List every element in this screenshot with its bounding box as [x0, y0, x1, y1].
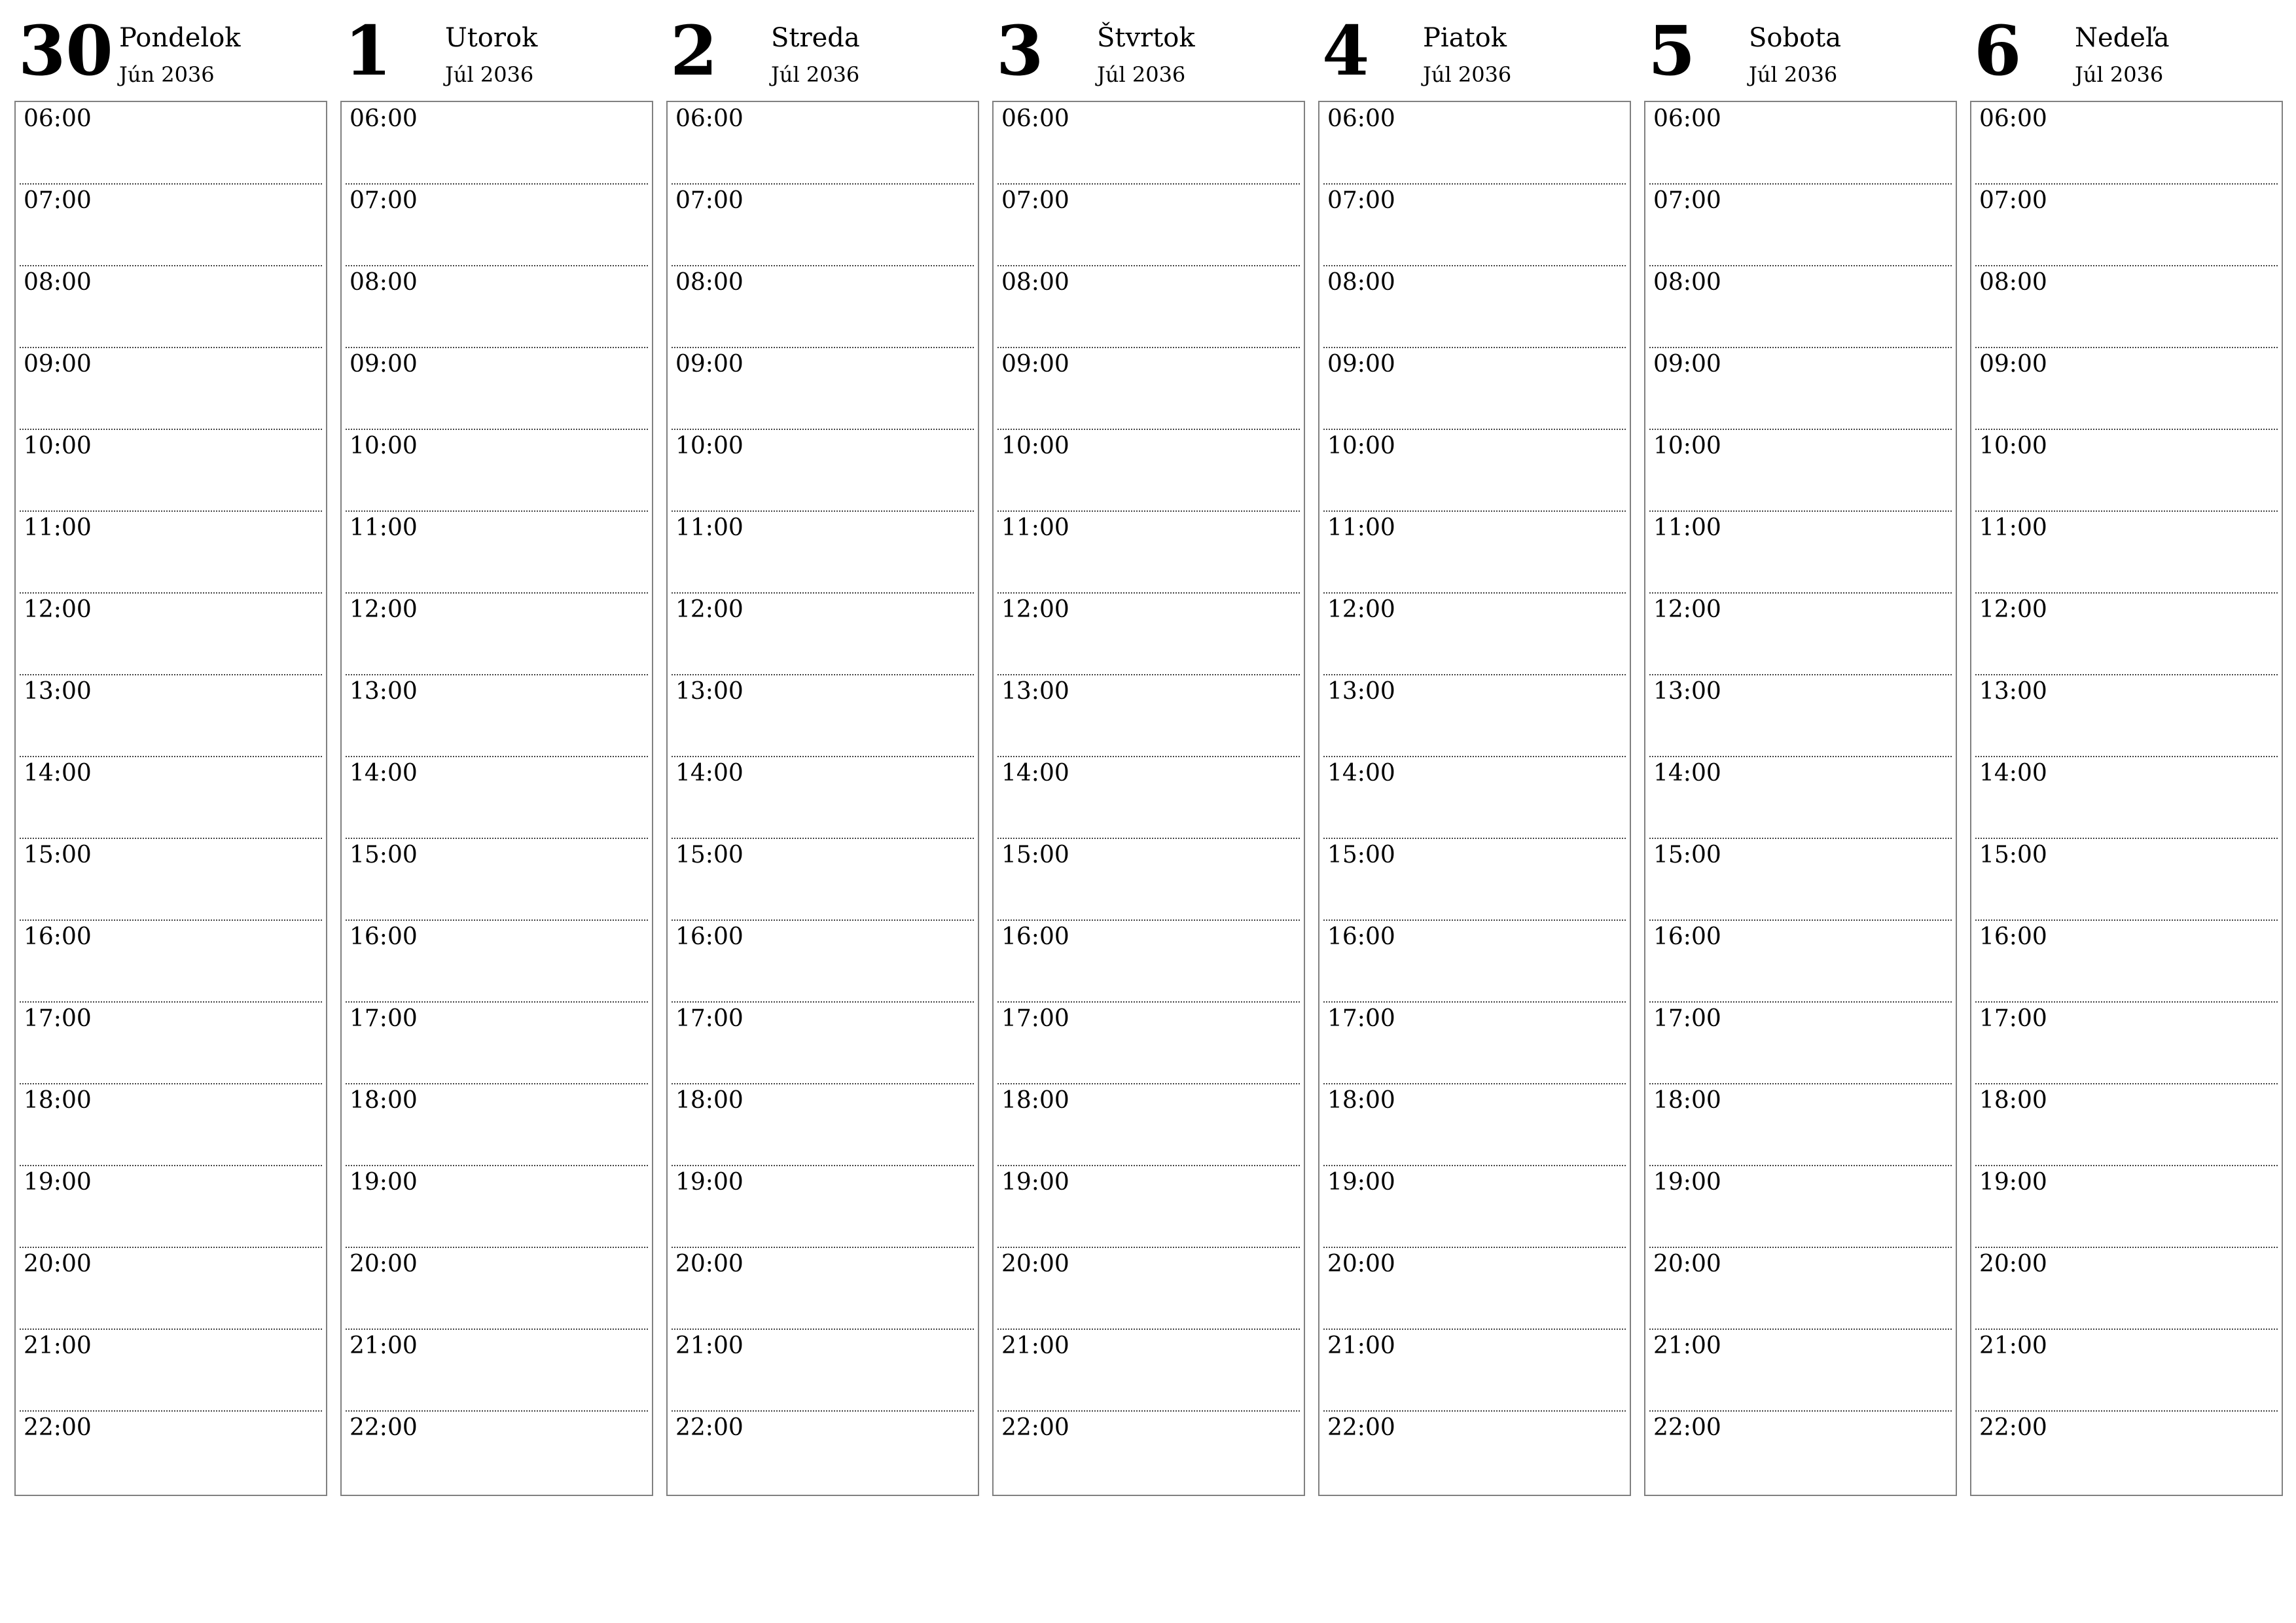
day-column: [14, 0, 327, 1505]
hour-slot[interactable]: [1645, 593, 1956, 675]
hour-slot[interactable]: [16, 1247, 326, 1329]
day-month: Júl 2036: [2075, 62, 2164, 87]
hour-label: 10:00: [350, 433, 418, 459]
hour-slot[interactable]: [994, 1247, 1304, 1329]
hour-slot[interactable]: [1971, 838, 2282, 920]
hour-label: 21:00: [350, 1332, 418, 1359]
hour-slot[interactable]: [342, 838, 652, 920]
hour-label: 09:00: [675, 351, 744, 378]
hour-slot[interactable]: [668, 266, 978, 348]
hour-slot[interactable]: [994, 757, 1304, 838]
hour-slot[interactable]: [668, 348, 978, 429]
hour-slot[interactable]: [342, 920, 652, 1002]
hour-slot[interactable]: [1645, 1329, 1956, 1411]
hour-slot[interactable]: [16, 675, 326, 757]
hour-slot[interactable]: [16, 429, 326, 511]
hour-slot[interactable]: [994, 1411, 1304, 1493]
hour-slot[interactable]: [668, 1084, 978, 1166]
hour-label: 17:00: [1653, 1005, 1721, 1032]
hour-label: 13:00: [24, 678, 92, 705]
day-header: [1970, 0, 2283, 98]
hour-grid: [1644, 101, 1957, 1496]
hour-slot[interactable]: [668, 429, 978, 511]
hour-label: 21:00: [24, 1332, 92, 1359]
hour-label: 20:00: [1979, 1251, 2047, 1277]
hour-slot[interactable]: [342, 184, 652, 266]
hour-label: 07:00: [1327, 187, 1395, 214]
hour-label: 22:00: [24, 1414, 92, 1441]
hour-slot[interactable]: [994, 429, 1304, 511]
hour-label: 13:00: [1979, 678, 2047, 705]
hour-label: 17:00: [24, 1005, 92, 1032]
hour-label: 10:00: [675, 433, 744, 459]
hour-label: 06:00: [675, 105, 744, 132]
hour-label: 16:00: [1001, 923, 1069, 950]
hour-slot[interactable]: [1971, 593, 2282, 675]
hour-label: 13:00: [1653, 678, 1721, 705]
hour-label: 06:00: [24, 105, 92, 132]
day-column: [1644, 0, 1957, 1505]
hour-label: 06:00: [1327, 105, 1395, 132]
hour-label: 08:00: [1653, 269, 1721, 296]
hour-label: 13:00: [1001, 678, 1069, 705]
hour-label: 18:00: [675, 1087, 744, 1114]
hour-label: 14:00: [24, 760, 92, 787]
hour-label: 14:00: [1001, 760, 1069, 787]
hour-slot[interactable]: [1645, 184, 1956, 266]
hour-slot[interactable]: [1645, 1002, 1956, 1084]
hour-label: 21:00: [1979, 1332, 2047, 1359]
hour-grid: [1318, 101, 1631, 1496]
hour-label: 15:00: [350, 842, 418, 868]
hour-label: 17:00: [1001, 1005, 1069, 1032]
hour-slot[interactable]: [1319, 429, 1630, 511]
day-column: [666, 0, 979, 1505]
hour-slot[interactable]: [16, 348, 326, 429]
hour-label: 22:00: [1653, 1414, 1721, 1441]
hour-slot[interactable]: [668, 1329, 978, 1411]
hour-label: 06:00: [1979, 105, 2047, 132]
hour-slot[interactable]: [342, 348, 652, 429]
hour-label: 22:00: [1001, 1414, 1069, 1441]
hour-label: 16:00: [1327, 923, 1395, 950]
hour-slot[interactable]: [16, 920, 326, 1002]
hour-label: 21:00: [1001, 1332, 1069, 1359]
hour-label: 07:00: [1653, 187, 1721, 214]
hour-slot[interactable]: [342, 1166, 652, 1247]
hour-slot[interactable]: [16, 184, 326, 266]
hour-slot[interactable]: [1971, 102, 2282, 184]
hour-slot[interactable]: [342, 1247, 652, 1329]
hour-label: 06:00: [350, 105, 418, 132]
day-name: Nedeľa: [2075, 23, 2170, 53]
hour-slot[interactable]: [342, 1084, 652, 1166]
hour-label: 14:00: [1653, 760, 1721, 787]
hour-label: 18:00: [1979, 1087, 2047, 1114]
hour-label: 08:00: [1327, 269, 1395, 296]
hour-slot[interactable]: [1971, 429, 2282, 511]
hour-label: 17:00: [1979, 1005, 2047, 1032]
hour-label: 10:00: [1327, 433, 1395, 459]
hour-slot[interactable]: [1645, 1411, 1956, 1493]
hour-label: 10:00: [24, 433, 92, 459]
day-header: [1318, 0, 1631, 98]
day-number: 2: [670, 10, 718, 91]
hour-slot[interactable]: [1319, 266, 1630, 348]
hour-slot[interactable]: [16, 511, 326, 593]
hour-label: 19:00: [1979, 1169, 2047, 1196]
hour-label: 11:00: [1001, 514, 1069, 541]
hour-slot[interactable]: [1971, 1166, 2282, 1247]
hour-slot[interactable]: [342, 593, 652, 675]
hour-slot[interactable]: [994, 838, 1304, 920]
hour-slot[interactable]: [668, 184, 978, 266]
hour-label: 07:00: [675, 187, 744, 214]
hour-slot[interactable]: [1645, 102, 1956, 184]
day-number: 6: [1974, 10, 2022, 91]
hour-slot[interactable]: [668, 1166, 978, 1247]
hour-slot[interactable]: [1971, 184, 2282, 266]
hour-slot[interactable]: [994, 266, 1304, 348]
hour-label: 06:00: [1001, 105, 1069, 132]
hour-label: 20:00: [1327, 1251, 1395, 1277]
hour-slot[interactable]: [994, 184, 1304, 266]
hour-label: 21:00: [675, 1332, 744, 1359]
hour-label: 11:00: [350, 514, 418, 541]
hour-slot[interactable]: [1971, 675, 2282, 757]
hour-label: 16:00: [1653, 923, 1721, 950]
hour-slot[interactable]: [16, 1166, 326, 1247]
hour-slot[interactable]: [16, 1002, 326, 1084]
day-name: Pondelok: [119, 23, 241, 53]
day-header: [666, 0, 979, 98]
hour-label: 11:00: [1327, 514, 1395, 541]
hour-label: 20:00: [675, 1251, 744, 1277]
hour-grid: [340, 101, 653, 1496]
hour-label: 09:00: [1653, 351, 1721, 378]
hour-label: 21:00: [1653, 1332, 1721, 1359]
day-number: 5: [1648, 10, 1696, 91]
hour-label: 19:00: [24, 1169, 92, 1196]
hour-label: 19:00: [1653, 1169, 1721, 1196]
hour-slot[interactable]: [1319, 593, 1630, 675]
day-number: 3: [996, 10, 1044, 91]
hour-label: 08:00: [1979, 269, 2047, 296]
hour-label: 17:00: [350, 1005, 418, 1032]
hour-label: 22:00: [675, 1414, 744, 1441]
hour-label: 11:00: [24, 514, 92, 541]
hour-label: 09:00: [350, 351, 418, 378]
hour-slot[interactable]: [342, 1002, 652, 1084]
hour-label: 10:00: [1001, 433, 1069, 459]
hour-slot[interactable]: [1971, 348, 2282, 429]
hour-slot[interactable]: [16, 593, 326, 675]
day-month: Jún 2036: [119, 62, 215, 87]
hour-label: 19:00: [675, 1169, 744, 1196]
hour-slot[interactable]: [668, 838, 978, 920]
weekly-planner: [14, 0, 2282, 1505]
day-month: Júl 2036: [445, 62, 534, 87]
hour-slot[interactable]: [1645, 838, 1956, 920]
hour-label: 12:00: [350, 596, 418, 623]
hour-slot[interactable]: [1971, 1329, 2282, 1411]
hour-label: 09:00: [24, 351, 92, 378]
hour-label: 12:00: [1327, 596, 1395, 623]
hour-label: 20:00: [24, 1251, 92, 1277]
hour-label: 17:00: [1327, 1005, 1395, 1032]
hour-slot[interactable]: [668, 1002, 978, 1084]
hour-slot[interactable]: [342, 266, 652, 348]
hour-slot[interactable]: [1645, 429, 1956, 511]
hour-label: 07:00: [1001, 187, 1069, 214]
hour-slot[interactable]: [1319, 1329, 1630, 1411]
hour-slot[interactable]: [342, 1411, 652, 1493]
hour-slot[interactable]: [994, 1166, 1304, 1247]
hour-label: 13:00: [1327, 678, 1395, 705]
hour-label: 18:00: [24, 1087, 92, 1114]
hour-slot[interactable]: [994, 675, 1304, 757]
hour-slot[interactable]: [1319, 920, 1630, 1002]
hour-slot[interactable]: [1971, 511, 2282, 593]
hour-label: 08:00: [350, 269, 418, 296]
hour-label: 17:00: [675, 1005, 744, 1032]
hour-label: 08:00: [675, 269, 744, 296]
day-month: Júl 2036: [1749, 62, 1838, 87]
hour-label: 09:00: [1327, 351, 1395, 378]
hour-label: 16:00: [1979, 923, 2047, 950]
hour-label: 19:00: [350, 1169, 418, 1196]
hour-slot[interactable]: [342, 429, 652, 511]
hour-slot[interactable]: [1319, 511, 1630, 593]
hour-slot[interactable]: [16, 102, 326, 184]
hour-slot[interactable]: [668, 675, 978, 757]
hour-label: 09:00: [1001, 351, 1069, 378]
hour-slot[interactable]: [1645, 1084, 1956, 1166]
hour-slot[interactable]: [994, 348, 1304, 429]
day-column: [1970, 0, 2283, 1505]
hour-label: 21:00: [1327, 1332, 1395, 1359]
hour-label: 13:00: [675, 678, 744, 705]
hour-slot[interactable]: [1319, 348, 1630, 429]
hour-slot[interactable]: [668, 1411, 978, 1493]
hour-label: 18:00: [1001, 1087, 1069, 1114]
day-column: [1318, 0, 1631, 1505]
hour-slot[interactable]: [16, 838, 326, 920]
day-month: Júl 2036: [1097, 62, 1186, 87]
hour-label: 22:00: [1327, 1414, 1395, 1441]
hour-label: 12:00: [1001, 596, 1069, 623]
hour-label: 08:00: [24, 269, 92, 296]
hour-slot[interactable]: [668, 102, 978, 184]
hour-slot[interactable]: [1971, 266, 2282, 348]
hour-slot[interactable]: [668, 511, 978, 593]
hour-slot[interactable]: [1971, 920, 2282, 1002]
hour-label: 16:00: [350, 923, 418, 950]
hour-label: 20:00: [350, 1251, 418, 1277]
hour-label: 13:00: [350, 678, 418, 705]
hour-label: 16:00: [675, 923, 744, 950]
hour-slot[interactable]: [1971, 1084, 2282, 1166]
hour-label: 20:00: [1001, 1251, 1069, 1277]
day-header: [1644, 0, 1957, 98]
hour-slot[interactable]: [994, 593, 1304, 675]
day-name: Sobota: [1749, 23, 1842, 53]
hour-slot[interactable]: [342, 675, 652, 757]
hour-slot[interactable]: [16, 1329, 326, 1411]
hour-label: 10:00: [1979, 433, 2047, 459]
day-number: 4: [1322, 10, 1370, 91]
hour-slot[interactable]: [1971, 1002, 2282, 1084]
hour-label: 22:00: [350, 1414, 418, 1441]
hour-slot[interactable]: [1319, 184, 1630, 266]
hour-label: 08:00: [1001, 269, 1069, 296]
hour-label: 16:00: [24, 923, 92, 950]
hour-slot[interactable]: [668, 1247, 978, 1329]
hour-label: 15:00: [1001, 842, 1069, 868]
hour-slot[interactable]: [994, 102, 1304, 184]
hour-slot[interactable]: [1319, 1411, 1630, 1493]
hour-label: 07:00: [1979, 187, 2047, 214]
day-number: 1: [344, 10, 392, 91]
hour-label: 07:00: [24, 187, 92, 214]
hour-label: 07:00: [350, 187, 418, 214]
day-header: [340, 0, 653, 98]
day-header: [992, 0, 1305, 98]
hour-slot[interactable]: [994, 1084, 1304, 1166]
hour-slot[interactable]: [1319, 675, 1630, 757]
hour-slot[interactable]: [1645, 675, 1956, 757]
hour-grid: [666, 101, 979, 1496]
hour-slot[interactable]: [1319, 838, 1630, 920]
hour-label: 12:00: [1979, 596, 2047, 623]
hour-slot[interactable]: [1319, 1247, 1630, 1329]
day-month: Júl 2036: [1423, 62, 1512, 87]
hour-label: 09:00: [1979, 351, 2047, 378]
hour-label: 18:00: [1327, 1087, 1395, 1114]
hour-label: 12:00: [1653, 596, 1721, 623]
hour-slot[interactable]: [1971, 1247, 2282, 1329]
hour-grid: [1970, 101, 2283, 1496]
day-column: [992, 0, 1305, 1505]
hour-label: 20:00: [1653, 1251, 1721, 1277]
hour-label: 11:00: [1979, 514, 2047, 541]
hour-slot[interactable]: [1971, 757, 2282, 838]
hour-slot[interactable]: [1645, 757, 1956, 838]
hour-label: 14:00: [675, 760, 744, 787]
hour-slot[interactable]: [342, 1329, 652, 1411]
day-name: Štvrtok: [1097, 23, 1195, 53]
hour-slot[interactable]: [1319, 102, 1630, 184]
hour-slot[interactable]: [1645, 1166, 1956, 1247]
hour-slot[interactable]: [16, 1084, 326, 1166]
hour-slot[interactable]: [994, 1329, 1304, 1411]
hour-slot[interactable]: [1319, 1084, 1630, 1166]
day-month: Júl 2036: [771, 62, 860, 87]
hour-slot[interactable]: [1645, 266, 1956, 348]
hour-slot[interactable]: [1971, 1411, 2282, 1493]
day-header: [14, 0, 327, 98]
hour-slot[interactable]: [16, 757, 326, 838]
hour-label: 18:00: [350, 1087, 418, 1114]
hour-slot[interactable]: [994, 1002, 1304, 1084]
hour-label: 11:00: [1653, 514, 1721, 541]
hour-slot[interactable]: [16, 266, 326, 348]
hour-slot[interactable]: [1645, 348, 1956, 429]
hour-label: 19:00: [1001, 1169, 1069, 1196]
hour-label: 15:00: [24, 842, 92, 868]
hour-grid: [14, 101, 327, 1496]
hour-slot[interactable]: [994, 511, 1304, 593]
day-name: Streda: [771, 23, 860, 53]
hour-label: 19:00: [1327, 1169, 1395, 1196]
hour-slot[interactable]: [1319, 757, 1630, 838]
hour-slot[interactable]: [1319, 1166, 1630, 1247]
day-number: 30: [18, 10, 113, 91]
hour-label: 14:00: [350, 760, 418, 787]
hour-label: 15:00: [1327, 842, 1395, 868]
hour-slot[interactable]: [342, 511, 652, 593]
hour-label: 10:00: [1653, 433, 1721, 459]
hour-label: 15:00: [1653, 842, 1721, 868]
hour-slot[interactable]: [1645, 920, 1956, 1002]
day-column: [340, 0, 653, 1505]
hour-label: 12:00: [24, 596, 92, 623]
hour-slot[interactable]: [342, 757, 652, 838]
day-name: Piatok: [1423, 23, 1507, 53]
hour-slot[interactable]: [1645, 1247, 1956, 1329]
hour-label: 06:00: [1653, 105, 1721, 132]
hour-slot[interactable]: [994, 920, 1304, 1002]
day-name: Utorok: [445, 23, 538, 53]
hour-slot[interactable]: [342, 102, 652, 184]
hour-label: 12:00: [675, 596, 744, 623]
hour-label: 18:00: [1653, 1087, 1721, 1114]
hour-slot[interactable]: [1645, 511, 1956, 593]
hour-slot[interactable]: [668, 757, 978, 838]
hour-label: 15:00: [1979, 842, 2047, 868]
hour-slot[interactable]: [16, 1411, 326, 1493]
hour-label: 15:00: [675, 842, 744, 868]
hour-label: 14:00: [1327, 760, 1395, 787]
hour-slot[interactable]: [668, 593, 978, 675]
hour-slot[interactable]: [668, 920, 978, 1002]
hour-label: 14:00: [1979, 760, 2047, 787]
hour-label: 11:00: [675, 514, 744, 541]
hour-slot[interactable]: [1319, 1002, 1630, 1084]
hour-grid: [992, 101, 1305, 1496]
hour-label: 22:00: [1979, 1414, 2047, 1441]
